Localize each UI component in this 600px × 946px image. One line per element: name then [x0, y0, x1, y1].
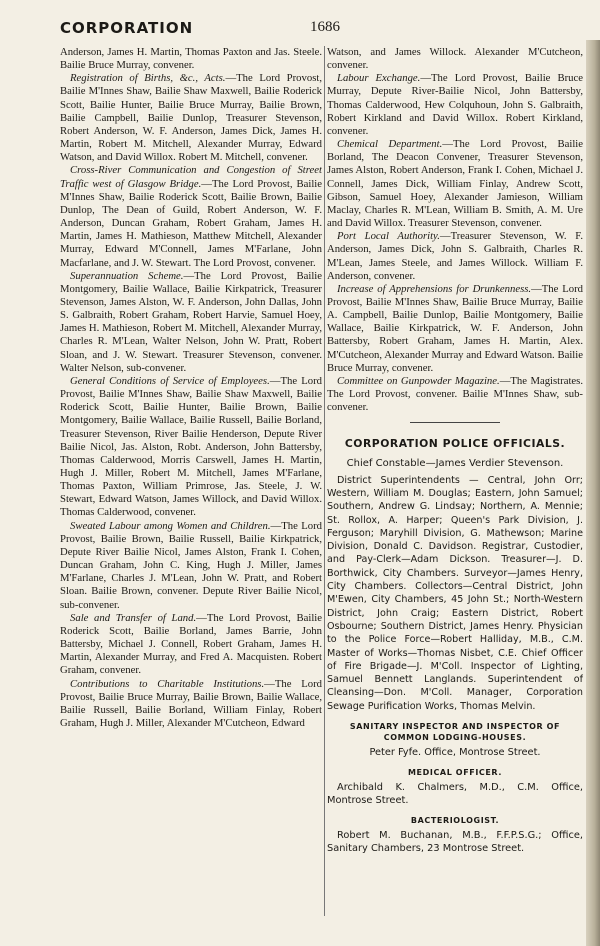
sanitary-heading: SANITARY INSPECTOR AND INSPECTOR OF COMMON LODGING-HOUSES.	[349, 722, 561, 743]
bacteriologist: Robert M. Buchanan, M.B., F.F.P.S.G.; Office, Sanitary Chambers, 23 Montrose Street.	[327, 830, 583, 855]
section-divider	[410, 422, 500, 423]
committee-entry: Cross-River Communication and Congestion of Street Traffic west of Glasgow Bridge.—The Lord Provost, Bailie M'Innes Shaw, Bailie Roderick Scott, Bailie Brown, Bailie Dunlop, The Dean of Guild, Robert Anderson, W. F. Anderson, Duncan Graham, Robert Graham, James H. Martin, James H. Mathieson, Matthew Mitchell, Alexander Murray, Edward M'Connell, James M'Farlane, John Macfarlane, and J. W. Stewart. The Lord Provost, convener.	[60, 164, 322, 269]
committee-entry: Anderson, James H. Martin, Thomas Paxton and Jas. Steele. Bailie Bruce Murray, convener.	[60, 46, 322, 72]
right-column	[327, 46, 583, 936]
committee-name: Increase of Apprehensions for Drunkenness.	[337, 282, 532, 295]
running-head: CORPORATION	[60, 19, 194, 37]
committee-name: Cross-River Communication and Congestion of Street Traffic west of Glasgow Bridge.	[60, 164, 322, 190]
committee-entry: Superannuation Scheme.—The Lord Provost, Bailie Montgomery, Bailie Wallace, Bailie Kirkpatrick, Treasurer Stevenson, James Alston, W. F. Anderson, John Dallas, John S. Galbraith, Robert Graham, Robert Harvie, Samuel Hoey, James H. Mathieson, Robert M. Mitchell, Alexander Murray, Charles R. M'Lean, Walter Nelson, John W. Pratt, Robert Sloan, and J. W. Stewart. Treasurer Stevenson, convener. Walter Nelson, sub-convener.	[60, 269, 322, 374]
left-column	[60, 46, 322, 936]
committee-entry: Increase of Apprehensions for Drunkenness.—The Lord Provost, Bailie M'Innes Shaw, Bailie Bruce Murray, Bailie A. Campbell, Bailie Dunlop, Bailie Montgomery, Bailie Wallace, Bailie Kirkpatrick, W. F. Anderson, John Battersby, Robert Graham, James H. Martin, Alex. M'Cutcheon, Alexander Murray and Edward Watson. Bailie Bruce Murray, convener.	[327, 282, 583, 374]
committee-entry: Sweated Labour among Women and Children.—The Lord Provost, Bailie Brown, Bailie Russell, Bailie Kirkpatrick, Depute River Bailie Nicol, James Alston, Frank I. Cohen, Duncan Graham, John C. King, Hugh J. Miller, James M'Farlane, Charles J. M'Lean, John W. Pratt, and Robert Sloan. Bailie Brown, convener. Depute River Bailie Nicol, sub-convener.	[60, 519, 322, 611]
committee-entry: Registration of Births, &c., Acts.—The Lord Provost, Bailie M'Innes Shaw, Bailie Shaw Maxwell, Bailie Roderick Scott, Bailie Hunter, Bailie Bruce Murray, Bailie Brown, Bailie Campbell, Bailie Dunlop, Treasurer Stevenson, Robert Anderson, W. F. Anderson, James Dick, James H. Martin, Robert M. Mitchell, Alexander Murray, Edward Watson, and David Willox. Robert M. Mitchell, convener.	[60, 72, 322, 164]
committee-entry: Contributions to Charitable Institutions.—The Lord Provost, Bailie Bruce Murray, Bailie Brown, Bailie Wallace, Bailie Russell, Bailie Borland, William Finlay, Robert Graham, Hugh J. Miller, Alexander M'Cutcheon, Edward	[60, 677, 322, 729]
committee-name: Chemical Department.	[337, 138, 443, 151]
committee-entry: Chemical Department.—The Lord Provost, Bailie Borland, The Deacon Convener, Treasurer Stevenson, James Alston, Robert Anderson, Frank I. Cohen, Michael J. Connell, James Dick, William Finlay, Andrew Scott, Gibson, Samuel Hoey, Alexander Jamieson, William Maclay, Charles R. M'Lean, William B. Smith, A. M. Ure and David Willox. Treasurer Stevenson, convener.	[327, 138, 583, 230]
committee-entry: Committee on Gunpowder Magazine.—The Magistrates. The Lord Provost, convener. Bailie M'Innes Shaw, sub-convener.	[327, 374, 583, 414]
committee-name: Registration of Births, &c., Acts.	[70, 72, 226, 85]
medical-heading: MEDICAL OFFICER.	[408, 768, 502, 778]
police-section-title: CORPORATION POLICE OFFICIALS.	[344, 437, 566, 451]
committee-entry: Port Local Authority.—Treasurer Stevenson, W. F. Anderson, James Dick, John S. Galbraith, Charles R. M'Lean, James Steele, and James Willock. William F. Anderson, convener.	[327, 230, 583, 282]
page-edge	[586, 40, 600, 946]
committee-name: Sweated Labour among Women and Children.	[70, 519, 271, 532]
police-officials: District Superintendents — Central, John Orr; Western, William M. Douglas; Eastern, John Samuel; Southern, Andrew G. Lindsay; Northern, A. Mennie; St. Rollox, A. Harper; Queen's Park Division, J. Ferguson; Maryhill Division, G. Mathewson; Marine Division, Donald C. Davidson. Registrar, Custodier, and Pay-Clerk—Adam Dickson. Treasurer—J. D. Borthwick, City Chambers. Surveyor—James Henry, City Chambers. Collectors—Central District, John M'Ewen, City Chambers, 45 John St.; North-Western District, John Craig; Eastern District, Robert Osbourne; Southern District, James Henry. Physician to the Police Force—Robert Halliday, M.B., C.M. Master of Works—Thomas Nisbet, C.E. Chief Officer of Fire Brigade—J. M'Coll. Inspector of Lighting, Samuel Bennett Langlands. Superintendent of Cleansing—Don. M'Coll. Manager, Corporation Sewage Purification Works, Thomas Melvin.	[327, 474, 583, 712]
medical-officer: Archibald K. Chalmers, M.D., C.M. Office, Montrose Street.	[327, 782, 583, 807]
committee-name: Committee on Gunpowder Magazine.	[337, 374, 500, 387]
committee-name: General Conditions of Service of Employees.	[70, 374, 270, 387]
page-number: 1686	[310, 19, 340, 35]
committee-name: Port Local Authority.	[337, 230, 440, 243]
committee-entry: Watson, and James Willock. Alexander M'Cutcheon, convener.	[327, 46, 583, 72]
committee-name: Sale and Transfer of Land.	[70, 611, 197, 624]
committee-name: Labour Exchange.	[337, 72, 421, 85]
bacteriologist-heading: BACTERIOLOGIST.	[410, 816, 500, 826]
committee-name: Contributions to Charitable Institutions.	[70, 677, 265, 690]
committee-entry: Sale and Transfer of Land.—The Lord Provost, Bailie Roderick Scott, Bailie Borland, James Barrie, John Battersby, Michael J. Connell, Robert Graham, James H. Martin, Alexander Murray, and Fred A. Macquisten. Robert Graham, convener.	[60, 611, 322, 677]
committee-name: Superannuation Scheme.	[70, 269, 184, 282]
sanitary-inspector: Peter Fyfe. Office, Montrose Street.	[369, 747, 541, 759]
committee-entry: General Conditions of Service of Employees.—The Lord Provost, Bailie M'Innes Shaw, Bailie Shaw Maxwell, Bailie Roderick Scott, Bailie Hunter, Bailie Brown, Bailie Montgomery, Bailie Wallace, Bailie Russell, Bailie Borland, Treasurer Stevenson, River Bailie Henderson, Depute River Bailie Nicol, Jas. Alston, Robt. Anderson, John Battersby, Thomas Calderwood, Morris Carswell, James H. Martin, Hugh J. Miller, Robert M. Mitchell, James M'Farlane, Thomas Paxton, William Primrose, Jas. Steele, J. W. Stewart, Edward Watson, James Willock, and David Willox. Thomas Calderwood, convener.	[60, 374, 322, 519]
page-header	[60, 19, 575, 41]
chief-constable: Chief Constable—James Verdier Stevenson.	[346, 457, 564, 469]
column-rule	[324, 46, 325, 916]
committee-entry: Labour Exchange.—The Lord Provost, Bailie Bruce Murray, Depute River-Bailie Nicol, John Battersby, Thomas Calderwood, Hew Colquhoun, John S. Galbraith, Robert Kirkland and David Willox. Robert Kirkland, convener.	[327, 72, 583, 137]
